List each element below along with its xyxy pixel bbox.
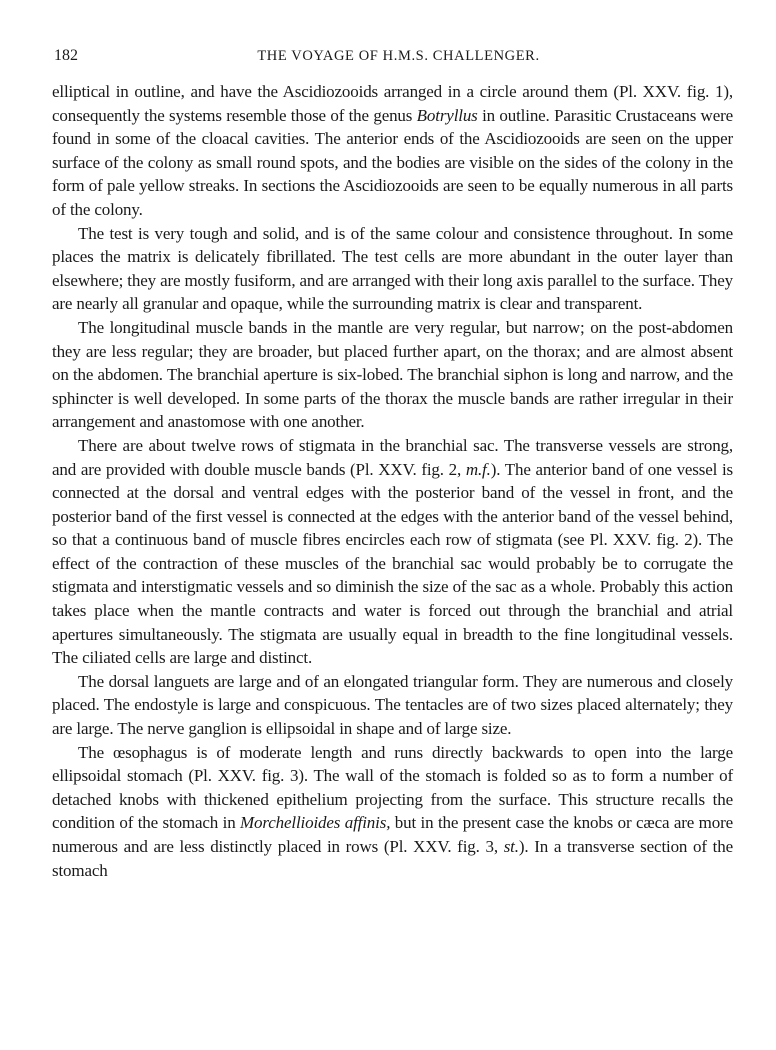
- text-run: The dorsal languets are large and of an elongated triangular form. They are numerous and closely placed. The endostyle is large and conspicuous. The tentacles are of two sizes placed alternately; they are large. The nerve ganglion is ellipsoidal in shape and of large size.: [52, 671, 733, 739]
- italic-term: m.f.: [465, 459, 491, 479]
- text-run: ). In a transverse section of the stomach: [52, 837, 733, 880]
- text-run: The test is very tough and solid, and is of the same colour and consistence throughout. In some places the matrix is delicately fibrillated. The test cells are more abundant in the outer layer than elsewhere; they are mostly fusiform, and are arranged with their long axis parallel to the surface. They are nearly all granular and opaque, while the surrounding matrix is clear and transparent.: [52, 223, 733, 314]
- italic-term: Morchellioides affinis,: [240, 813, 391, 833]
- running-title: THE VOYAGE OF H.M.S. CHALLENGER.: [257, 48, 540, 64]
- italic-term: st.: [503, 837, 519, 856]
- text-run: There are about twelve rows of stigmata in the branchial sac. The transverse vessels are strong, and are provided with double muscle bands (Pl. XXV. fig. 2,: [52, 435, 733, 479]
- document-page: [52, 44, 733, 882]
- paragraph-dorsal-languets: [52, 670, 733, 741]
- text-run: ). The anterior band of one vessel is connected at the dorsal and ventral edges with the posterior band of the vessel in front, and the posterior band of the first vessel is connected at the edges with the anterior band of the vessel behind, so that a continuous band of muscle fibres encircles each row of stigmata (see Pl. XXV. fig. 2). The effect of the contraction of these muscles of the branchial sac would probably be to corrugate the stigmata and interstigmatic vessels and so diminish the size of the sac as a whole. Probably this action takes place when the mantle contracts and water is forced out through the branchial and atrial apertures simultaneously. The stigmata are usually equal in breadth to the fine longitudinal vessels. The ciliated cells are large and distinct.: [52, 459, 733, 668]
- paragraph-muscle-bands: [52, 316, 733, 434]
- page-number: 182: [54, 47, 78, 64]
- italic-term: Botryllus: [416, 105, 478, 125]
- paragraph-colony-systems: [52, 80, 733, 222]
- paragraph-branchial-sac: [52, 434, 733, 670]
- paragraph-oesophagus-stomach: [52, 741, 733, 883]
- paragraph-test: [52, 222, 733, 316]
- body-text: [52, 80, 733, 882]
- text-run: but in the present case the knobs or cæca are more numerous and are less distinctly placed in rows (Pl. XXV. fig. 3,: [52, 813, 733, 856]
- text-run: The longitudinal muscle bands in the mantle are very regular, but narrow; on the post-abdomen they are less regular; they are broader, but placed further apart, on the thorax; and are almost absent on the abdomen. The branchial aperture is six-lobed. The branchial siphon is long and narrow, and the sphincter is well developed. In some parts of the thorax the muscle bands are rather irregular in their arrangement and anastomose with one another.: [52, 317, 733, 432]
- text-run: elliptical in outline, and have the Ascidiozooids arranged in a circle around them (Pl. XXV. fig. 1), consequently the systems resemble those of the genus: [52, 82, 733, 125]
- text-run: in outline. Parasitic Crustaceans were found in some of the cloacal cavities. The anterior ends of the Ascidiozooids are seen on the upper surface of the colony as small round spots, and the bodies are visible on the sides of the colony in the form of pale yellow streaks. In sections the Ascidiozooids are seen to be equally numerous in all parts of the colony.: [52, 105, 733, 219]
- running-head: [52, 44, 733, 68]
- text-run: The œsophagus is of moderate length and runs directly backwards to open into the large ellipsoidal stomach (Pl. XXV. fig. 3). The wall of the stomach is folded so as to form a number of detached knobs with thickened epithelium projecting from the surface. This structure recalls the condition of the stomach in: [52, 742, 733, 833]
